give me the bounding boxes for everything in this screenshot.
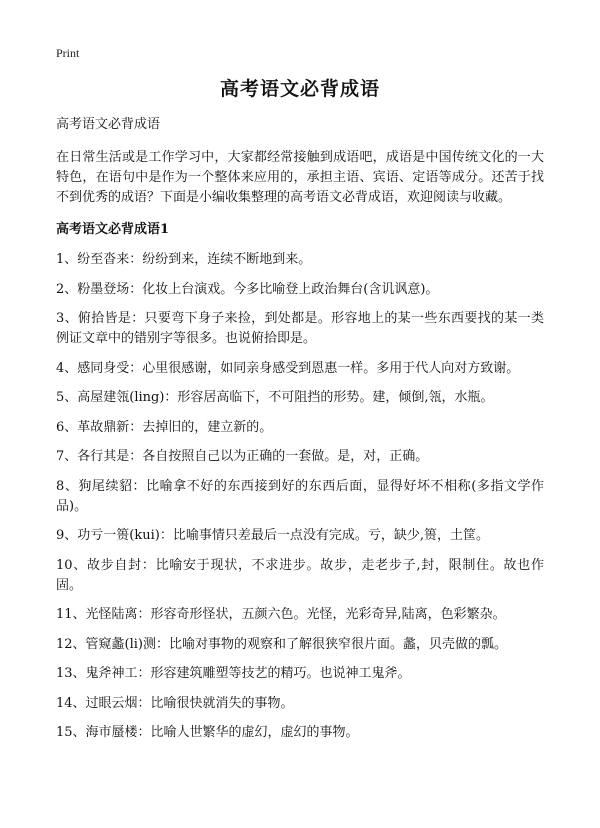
idiom-item: 2、粉墨登场：化妆上台演戏。今多比喻登上政治舞台(含讥讽意)。	[56, 281, 439, 297]
idiom-item: 6、革故鼎新：去掉旧的，建立新的。	[56, 419, 273, 435]
idiom-item: 12、管窥蠡(li)测：比喻对事物的观察和了解很狭窄很片面。蠡，贝壳做的瓢。	[56, 636, 508, 652]
idiom-item: 8、狗尾续貂：比喻拿不好的东西接到好的东西后面，显得好坏不相称(多指文学作品)。	[56, 478, 544, 514]
document-subtitle: 高考语文必背成语	[56, 117, 161, 132]
idiom-item: 1、纷至沓来：纷纷到来，连续不断地到来。	[56, 252, 312, 267]
idiom-item: 11、光怪陆离：形容奇形怪状，五颜六色。光怪，光彩奇异,陆离，色彩繁杂。	[56, 607, 506, 622]
idiom-list	[56, 250, 544, 743]
section-heading: 高考语文必背成语1	[56, 222, 170, 237]
idiom-item: 3、俯拾皆是：只要弯下身子来捡，到处都是。形容地上的某一些东西要找的某一类例证文章中的错别字等很多。也说俯拾即是。	[56, 311, 544, 346]
idiom-item: 5、高屋建瓴(ling)：形容居高临下，不可阻挡的形势。建，倾倒,瓴，水瓶。	[56, 390, 494, 405]
intro-paragraph: 在日常生活或是工作学习中，大家都经常接触到成语吧，成语是中国传统文化的一大特色，在语句中是作为一个整体来应用的，承担主语、宾语、定语等成分。还苦于找不到优秀的成语？下面是小编收集整理的高考语文必背成语，欢迎阅读与收藏。	[56, 150, 544, 205]
idiom-item: 9、功亏一篑(kui)：比喻事情只差最后一点没有完成。亏，缺少,篑，土筐。	[56, 528, 489, 543]
idiom-item: 10、故步自封：比喻安于现状，不求进步。故步，走老步子,封，限制住。故也作固。	[56, 557, 544, 593]
idiom-item: 7、各行其是：各自按照自己以为正确的一套做。是，对，正确。	[56, 449, 429, 464]
idiom-item: 13、鬼斧神工：形容建筑雕塑等技艺的精巧。也说神工鬼斧。	[56, 666, 411, 681]
document-title: 高考语文必背成语	[219, 78, 380, 100]
idiom-item: 14、过眼云烟：比喻很快就消失的事物。	[56, 695, 294, 711]
idiom-item: 15、海市蜃楼：比喻人世繁华的虚幻，虚幻的事物。	[56, 725, 359, 740]
idiom-item: 4、感同身受：心里很感谢，如同亲身感受到恩惠一样。多用于代人向对方致谢。	[56, 360, 520, 376]
print-label: Print	[56, 46, 80, 60]
